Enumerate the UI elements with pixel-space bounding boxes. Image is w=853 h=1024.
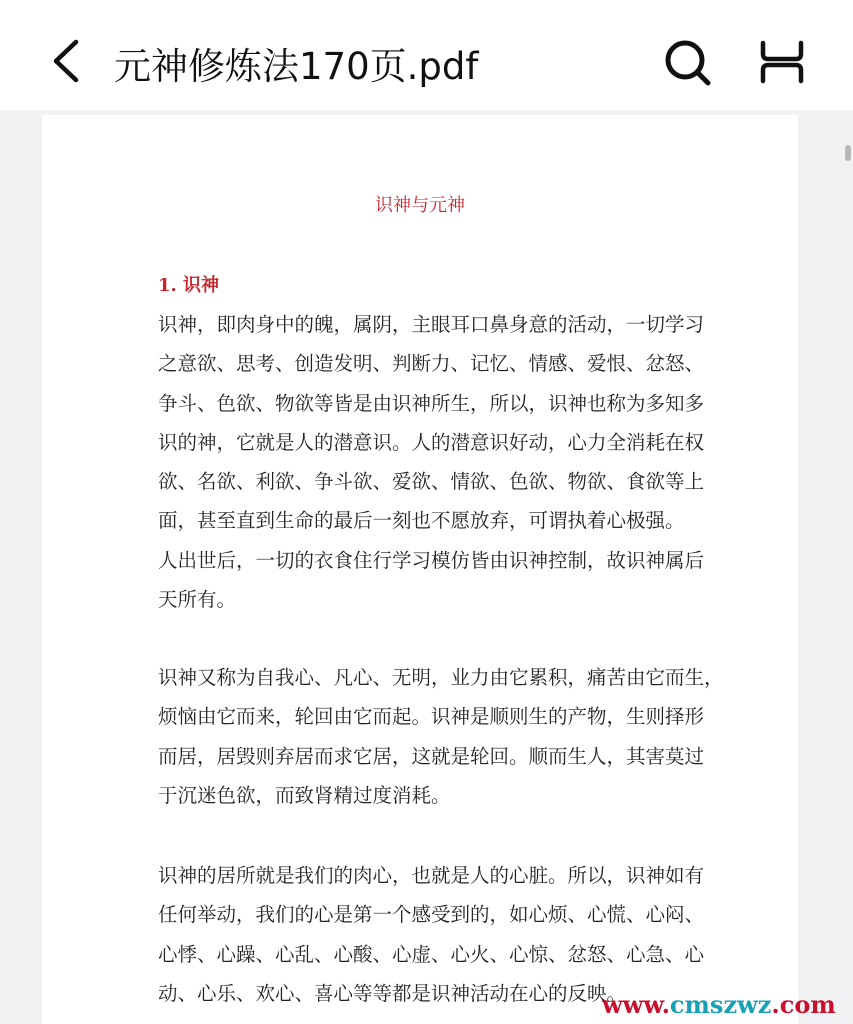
text-line: 人出世后，一切的衣食住行学习模仿皆由识神控制，故识神属后 (158, 548, 705, 572)
text-line: 识神的居所就是我们的肉心，也就是人的心脏。所以，识神如有 (158, 864, 705, 887)
app-header (0, 0, 853, 110)
watermark-suffix: .com (771, 990, 836, 1019)
text-line: 欲、名欲、利欲、争斗欲、爱欲、情欲、色欲、物欲、食欲等上 (158, 470, 705, 494)
text-line: 争斗、色欲、物欲等皆是由识神所生，所以，识神也称为多知多 (158, 391, 705, 415)
expand-icon[interactable] (758, 40, 806, 84)
text-line: 天所有。 (158, 588, 237, 612)
text-line: 而居，居毁则弃居而求它居，这就是轮回。顺而生人，其害莫过 (158, 744, 705, 768)
pdf-page (42, 115, 798, 1024)
text-line: 动、心乐、欢心、喜心等等都是识神活动在心的反映。 (158, 981, 627, 1005)
text-line: 之意欲、思考、创造发明、判断力、记忆、情感、爱恨、忿怒、 (158, 352, 705, 376)
text-line: 识的神，它就是人的潜意识。人的潜意识好动，心力全消耗在权 (158, 430, 705, 454)
page-heading: 识神与元神 (375, 195, 465, 216)
text-line: 任何举动，我们的心是第一个感受到的，如心烦、心慌、心闷、 (158, 903, 705, 927)
watermark-middle: cmszwz (669, 990, 772, 1019)
text-line: 于沉迷色欲，而致肾精过度消耗。 (158, 783, 451, 807)
back-button[interactable] (48, 38, 84, 84)
paragraph (158, 305, 704, 619)
text-line: 识神，即肉身中的魄，属阴，主眼耳口鼻身意的活动，一切学习 (158, 313, 705, 336)
document-title: 元神修炼法170页.pdf (114, 45, 479, 88)
text-line: 面，甚至直到生命的最后一刻也不愿放弃，可谓执着心极强。 (158, 509, 685, 533)
section-heading: 1. 识神 (158, 275, 220, 296)
watermark (602, 990, 836, 1019)
text-line: 识神又称为自我心、凡心、无明，业力由它累积，痛苦由它而生， (158, 666, 724, 689)
text-line: 烦恼由它而来，轮回由它而起。识神是顺则生的产物，生则择形 (158, 705, 705, 729)
watermark-prefix: www. (602, 990, 670, 1019)
paragraph (158, 658, 724, 815)
text-line: 心悸、心躁、心乱、心酸、心虚、心火、心惊、忿怒、心急、心 (158, 942, 705, 966)
scrollbar-thumb[interactable] (845, 145, 851, 161)
search-icon[interactable] (662, 38, 712, 86)
